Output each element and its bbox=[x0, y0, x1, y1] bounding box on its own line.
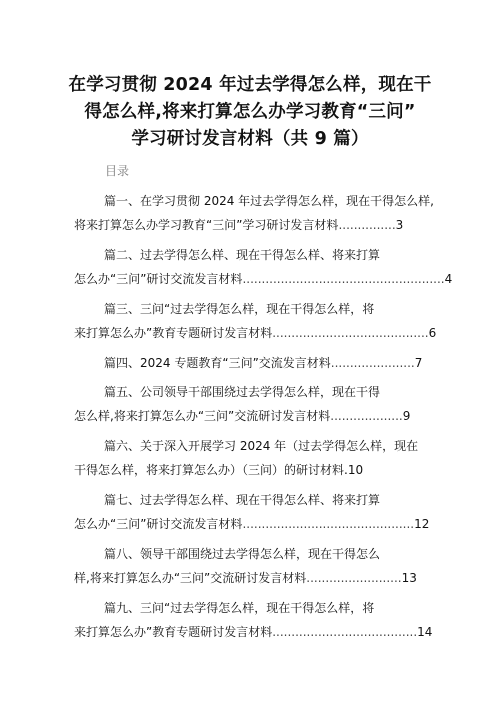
toc-page-number: 12 bbox=[414, 517, 430, 531]
toc-entry-title: 篇八、领导干部围绕过去学得怎么样，现在干得怎么 bbox=[104, 547, 381, 561]
toc-entry-title-cont: 干得怎么样，将来打算怎么办）（三问）的研讨材料.10 bbox=[74, 463, 364, 477]
toc-entry-title-cont: 来打算怎么办”教育专题研讨发言材料......................................14 bbox=[74, 625, 433, 639]
toc-entry-title: 篇三、三问“过去学得怎么样，现在干得怎么样，将 bbox=[104, 302, 375, 316]
document-title bbox=[0, 72, 500, 153]
toc-page-number: 13 bbox=[401, 571, 417, 585]
toc-page-number: 10 bbox=[347, 463, 364, 477]
title-line-1: 在学习贯彻 2024 年过去学得怎么样，现在干 bbox=[68, 75, 432, 95]
toc-entry-title-cont: 怎么办“三问”研讨交流发言材料.............................................12 bbox=[74, 517, 430, 531]
toc-entry-2[interactable] bbox=[0, 244, 500, 298]
toc-entry-4[interactable] bbox=[0, 352, 500, 381]
title-line-2: 得怎么样,将来打算怎么办学习教育“三问” bbox=[84, 102, 416, 122]
toc-entry-8[interactable] bbox=[0, 543, 500, 597]
toc-entry-title: 篇四、2024 专题教育“三问”交流发言材料......................7 bbox=[104, 356, 423, 370]
toc-entry-title: 篇七、过去学得怎么样、现在干得怎么样、将来打算 bbox=[104, 493, 381, 507]
toc-heading: 目录 bbox=[105, 164, 130, 178]
toc-entry-1[interactable] bbox=[0, 190, 500, 244]
toc-page-number: 6 bbox=[428, 326, 437, 340]
toc-entry-3[interactable] bbox=[0, 298, 500, 352]
title-line-3: 学习研讨发言材料（共 9 篇） bbox=[131, 129, 369, 149]
toc-entry-title: 篇一、在学习贯彻 2024 年过去学得怎么样，现在干得怎么样, bbox=[104, 194, 434, 208]
toc-page-number: 4 bbox=[444, 272, 453, 286]
toc-entry-title-cont: 来打算怎么办”教育专题研讨发言材料.........................................6 bbox=[74, 326, 437, 340]
toc-entry-title: 篇九、三问“过去学得怎么样，现在干得怎么样，将 bbox=[104, 601, 375, 615]
toc-entry-title: 篇二、过去学得怎么样、现在干得怎么样、将来打算 bbox=[104, 248, 381, 262]
toc-entry-title: 篇五、公司领导干部围绕过去学得怎么样，现在干得 bbox=[104, 385, 381, 399]
toc-page-number: 14 bbox=[417, 625, 433, 639]
table-of-contents bbox=[0, 190, 500, 651]
toc-entry-title-cont: 样,将来打算怎么办“三问”交流研讨发言材料.........................13 bbox=[74, 571, 417, 585]
toc-entry-9[interactable] bbox=[0, 597, 500, 651]
toc-entry-title-cont: 将来打算怎么办学习教育“三问”学习研讨发言材料...............3 bbox=[74, 218, 404, 232]
toc-page-number: 9 bbox=[402, 409, 411, 423]
toc-entry-title-cont: 怎么样,将来打算怎么办“三问”交流研讨发言材料...................9 bbox=[74, 409, 411, 423]
toc-page-number: 7 bbox=[414, 356, 423, 370]
toc-entry-6[interactable] bbox=[0, 435, 500, 489]
toc-page-number: 3 bbox=[395, 218, 404, 232]
toc-entry-7[interactable] bbox=[0, 489, 500, 543]
toc-entry-title-cont: 怎么办“三问”研讨交流发言材料.....................................................4 bbox=[74, 272, 453, 286]
toc-entry-title: 篇六、关于深入开展学习 2024 年（过去学得怎么样，现在 bbox=[104, 439, 419, 453]
toc-entry-5[interactable] bbox=[0, 381, 500, 435]
